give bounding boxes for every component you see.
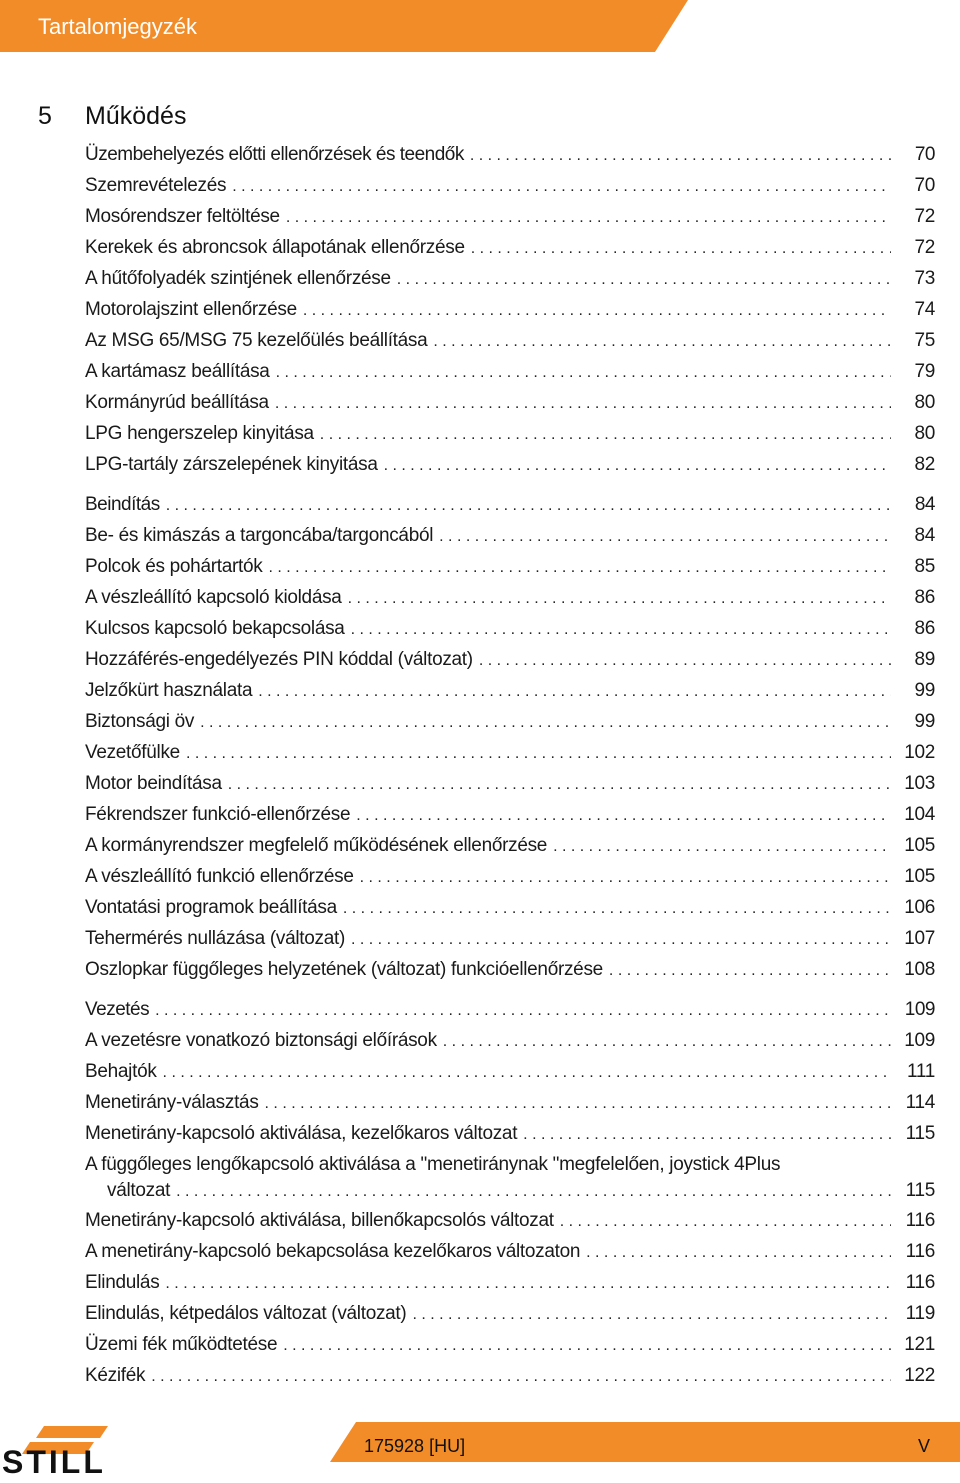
toc-entry[interactable] [85,267,935,298]
leader-dots [165,1272,891,1296]
toc-entry[interactable] [85,453,935,484]
toc-entry-page: 74 [914,299,935,320]
toc-entry-label: A függőleges lengőkapcsoló aktiválása a "menetiránynak "megfelelően, joystick 4Plus [85,1154,781,1175]
toc-entry-page: 115 [905,1180,935,1201]
leader-dots [265,1092,891,1116]
leader-dots [351,618,891,642]
toc-entry-page: 119 [905,1303,935,1324]
toc-entry[interactable] [85,958,935,989]
toc-section-entry[interactable] [85,143,935,174]
toc-entry-label: Kulcsos kapcsoló bekapcsolása [85,618,345,639]
toc-section-entry[interactable] [85,998,935,1029]
toc-entry-page: 102 [904,742,935,763]
toc-entry[interactable] [85,1240,935,1271]
toc-entry-label: A vészleállító funkció ellenőrzése [85,866,354,887]
toc-entry-label: A vészleállító kapcsoló kioldása [85,587,342,608]
toc-entry[interactable] [85,1209,935,1240]
toc-entry[interactable] [85,236,935,267]
toc-entry-page: 80 [914,392,935,413]
toc-entry-label: Az MSG 65/MSG 75 kezelőülés beállítása [85,330,428,351]
leader-dots [320,423,891,447]
toc-entry-page: 121 [904,1334,935,1355]
toc-entry-label: Hozzáférés-engedélyezés PIN kóddal (változat) [85,649,473,670]
toc-entry-page: 85 [914,556,935,577]
svg-text:STILL: STILL [2,1444,106,1478]
leader-dots [163,1061,891,1085]
toc-entry[interactable] [85,524,935,555]
toc-entry-page: 107 [904,928,935,949]
toc-entry-label: Tehermérés nullázása (változat) [85,928,345,949]
toc-entry-label: Motorolajszint ellenőrzése [85,299,297,320]
leader-dots [384,454,891,478]
toc-entry[interactable] [85,555,935,586]
toc-entry[interactable] [85,1060,935,1091]
toc-entry[interactable] [85,329,935,360]
toc-entry-page: 111 [907,1061,935,1082]
toc-entry-page: 80 [914,423,935,444]
toc-entry-page: 116 [905,1272,935,1293]
toc-entry-page: 104 [904,804,935,825]
toc-entry[interactable] [85,648,935,679]
toc-entry-label: Oszlopkar függőleges helyzetének (változat) funkcióellenőrzése [85,959,603,980]
toc-entry-label: A hűtőfolyadék szintjének ellenőrzése [85,268,391,289]
toc-entry-page: 99 [914,680,935,701]
leader-dots [586,1241,891,1265]
toc-entry-label: A menetirány-kapcsoló bekapcsolása kezelőkaros változaton [85,1241,581,1262]
toc-entry-page: 79 [914,361,935,382]
toc-entry[interactable] [85,1333,935,1364]
toc-entry[interactable] [85,865,935,896]
toc-entry-page: 75 [914,330,935,351]
toc-entry-label: Szemrevételezés [85,175,227,196]
document-number: 175928 [HU] [364,1436,466,1456]
leader-dots [286,206,891,230]
toc-entry-label: LPG-tartály zárszelepének kinyitása [85,454,378,475]
toc-entry-label: Fékrendszer funkció-ellenőrzése [85,804,351,825]
toc-section-entry[interactable] [85,493,935,524]
toc-entry-page: 122 [904,1365,935,1386]
leader-dots [258,680,891,704]
toc-entry-page: 84 [914,494,935,515]
leader-dots [356,804,891,828]
toc-entry[interactable] [85,834,935,865]
toc-entry[interactable] [85,617,935,648]
toc-entry[interactable] [85,174,935,205]
leader-dots [479,649,891,673]
leader-dots [360,866,891,890]
toc-entry[interactable] [85,741,935,772]
toc-entry[interactable] [85,1091,935,1122]
leader-dots [443,1030,891,1054]
leader-dots [471,237,891,261]
toc-entry-label: Motor beindítása [85,773,222,794]
toc-entry-label: LPG hengerszelep kinyitása [85,423,314,444]
toc-entry-label: A kormányrendszer megfelelő működésének ellenőrzése [85,835,548,856]
toc-entry-label: A kartámasz beállítása [85,361,270,382]
toc-entry[interactable] [85,360,935,391]
toc-entry-page: 105 [904,835,935,856]
leader-dots [176,1178,891,1206]
toc-entry-label: Polcok és pohártartók [85,556,263,577]
toc-entry-page: 84 [914,525,935,546]
leader-dots [186,742,891,766]
toc-entry-page: 89 [914,649,935,670]
toc-entry[interactable] [85,679,935,710]
toc-entry-page: 109 [904,1030,935,1051]
toc-entry[interactable] [85,422,935,453]
toc-entry-page: 70 [914,175,935,196]
toc-entry-page: 72 [914,237,935,258]
leader-dots [200,711,891,735]
toc-entry-page: 73 [914,268,935,289]
toc-entry-label: Vontatási programok beállítása [85,897,337,918]
toc-entry-label-continued: változat [107,1180,171,1201]
still-logo [0,1418,180,1483]
leader-dots [553,835,891,859]
toc-entry[interactable] [85,586,935,617]
toc-entry-page: 72 [914,206,935,227]
toc-entry-page: 70 [914,144,935,165]
toc-entry-label: Üzembehelyezés előtti ellenőrzések és teendők [85,144,464,165]
toc-entry-label: Menetirány-kapcsoló aktiválása, billenőkapcsolós változat [85,1210,554,1231]
toc-entry-label: Jelzőkürt használata [85,680,253,701]
toc-entry-label: A vezetésre vonatkozó biztonsági előírások [85,1030,437,1051]
toc-entry-page: 103 [904,773,935,794]
toc-entry[interactable] [85,896,935,927]
toc-entry-page: 99 [914,711,935,732]
toc-entry[interactable] [85,1029,935,1060]
toc-entry-page: 86 [914,618,935,639]
toc-entry-label: Behajtók [85,1061,157,1082]
leader-dots [303,299,891,323]
toc-entry-page: 108 [904,959,935,980]
logo-icon [0,1418,180,1478]
toc-entry-label: Elindulás, kétpedálos változat (változat) [85,1303,407,1324]
toc-entry-label: Kerekek és abroncsok állapotának ellenőrzése [85,237,465,258]
toc-entry-label: Kormányrúd beállítása [85,392,269,413]
toc-entry[interactable] [85,710,935,741]
leader-dots [560,1210,891,1234]
leader-dots [283,1334,891,1358]
toc-entry[interactable] [85,803,935,834]
toc-entry[interactable] [85,1122,935,1153]
toc-entry-page: 106 [904,897,935,918]
leader-dots [232,175,891,199]
leader-dots [166,494,891,518]
chapter-title: Működés [85,102,187,130]
page-title: Tartalomjegyzék [38,14,197,39]
toc-entry-label: Menetirány-kapcsoló aktiválása, kezelőkaros változat [85,1123,518,1144]
toc-entry-page: 105 [904,866,935,887]
toc-entry-label: Mosórendszer feltöltése [85,206,280,227]
leader-dots [343,897,891,921]
toc-entry[interactable] [85,772,935,803]
toc-entry-page: 116 [905,1241,935,1262]
leader-dots [470,144,891,168]
table-of-contents [85,143,935,1395]
toc-entry-label: Üzemi fék működtetése [85,1334,278,1355]
page-number: V [918,1436,931,1456]
toc-entry[interactable] [85,298,935,329]
toc-entry-page: 114 [905,1092,935,1113]
toc-entry-page: 109 [904,999,935,1020]
toc-entry[interactable] [85,205,935,236]
toc-entry-label: Biztonsági öv [85,711,195,732]
leader-dots [276,361,891,385]
toc-entry-page: 116 [905,1210,935,1231]
toc-entry-label: Be- és kimászás a targoncába/targoncából [85,525,434,546]
leader-dots [155,999,891,1023]
leader-dots [348,587,891,611]
leader-dots [439,525,891,549]
toc-entry-label: Kézifék [85,1365,146,1386]
toc-entry[interactable] [85,1364,935,1395]
toc-entry-label: Vezetőfülke [85,742,180,763]
toc-entry[interactable] [85,1271,935,1302]
toc-entry[interactable] [85,1302,935,1333]
leader-dots [151,1365,891,1389]
leader-dots [609,959,891,983]
toc-entry-page: 115 [905,1123,935,1144]
toc-entry-page: 86 [914,587,935,608]
chapter-number: 5 [38,102,52,130]
leader-dots [351,928,891,952]
chapter-heading [38,102,186,131]
leader-dots [433,330,891,354]
toc-entry-label: Beindítás [85,494,160,515]
leader-dots [228,773,891,797]
toc-entry-label: Vezetés [85,999,150,1020]
toc-entry-page: 82 [914,454,935,475]
leader-dots [412,1303,891,1327]
toc-entry[interactable] [85,391,935,422]
toc-entry[interactable] [85,1153,935,1209]
leader-dots [268,556,891,580]
toc-entry-label: Elindulás [85,1272,160,1293]
leader-dots [397,268,891,292]
toc-entry[interactable] [85,927,935,958]
header-bar [0,0,960,52]
leader-dots [523,1123,891,1147]
toc-entry-label: Menetirány-választás [85,1092,259,1113]
leader-dots [275,392,891,416]
